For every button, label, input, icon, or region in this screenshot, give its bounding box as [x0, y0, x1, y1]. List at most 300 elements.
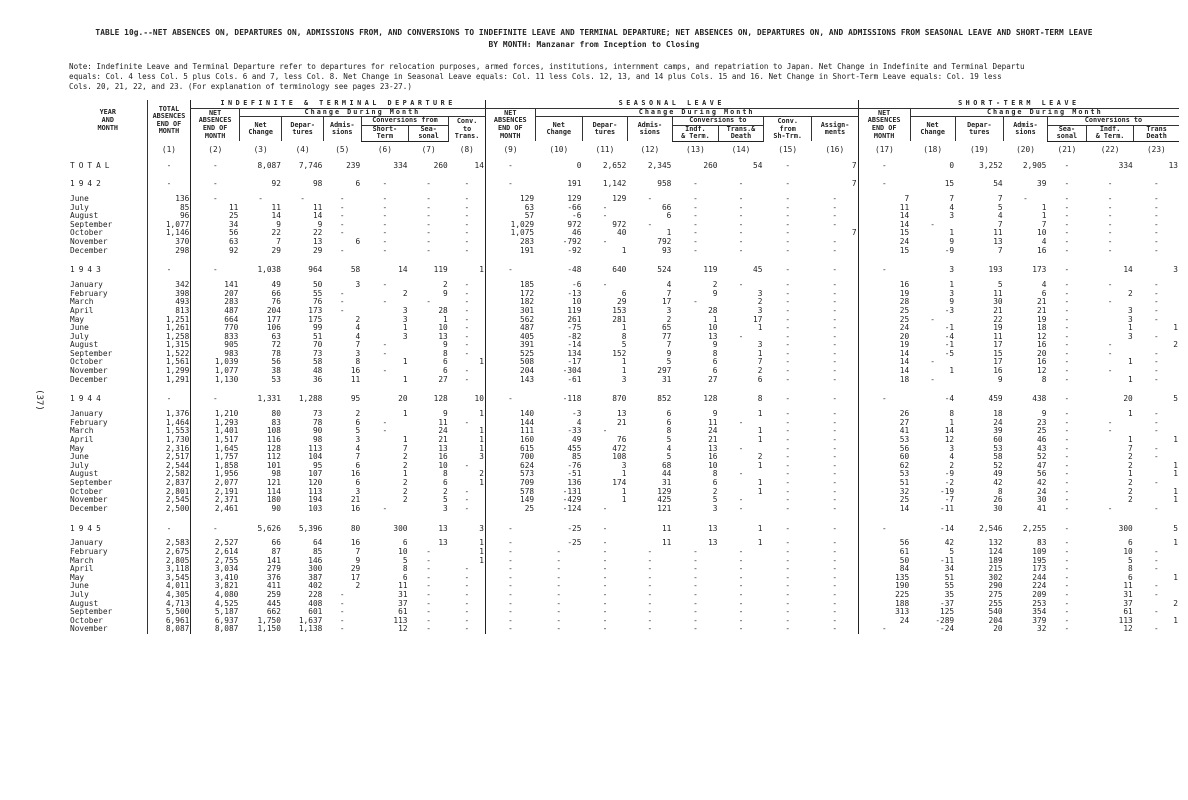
table-cell: 3: [621, 375, 627, 384]
table-cell: 1,291: [147, 376, 191, 390]
table-cell: -: [1107, 341, 1113, 350]
column-number: (2): [191, 141, 240, 158]
table-cell: 125: [940, 608, 955, 617]
table-cell: -: [485, 565, 535, 574]
table-row: [69, 419, 1179, 428]
table-cell: 19: [1037, 315, 1047, 324]
table-cell: -: [464, 332, 470, 341]
table-cell: -: [1154, 418, 1159, 427]
table-cell: 7: [851, 179, 857, 189]
table-cell: 2,805: [147, 557, 191, 566]
table-cell: 6: [402, 539, 408, 548]
table-cell: 792: [657, 237, 672, 246]
table-row: [69, 496, 1179, 505]
table-cell: -: [832, 332, 838, 341]
table-cell: 9: [949, 298, 955, 307]
table-cell: 18: [993, 410, 1003, 419]
table-cell: 1: [621, 358, 627, 367]
table-cell: -: [832, 315, 838, 324]
table-cell: 32: [858, 488, 910, 497]
row-label: TOTAL: [70, 160, 114, 170]
table-cell: 13: [993, 237, 1003, 246]
table-cell: 204: [485, 367, 535, 376]
table-cell: 279: [266, 565, 281, 574]
table-cell: -3: [572, 410, 582, 419]
table-cell: -: [858, 158, 910, 174]
table-cell: -: [1154, 281, 1159, 290]
table-cell: 4: [666, 281, 672, 290]
table-cell: -: [785, 298, 791, 307]
table-cell: 2,316: [147, 445, 191, 454]
table-cell: 8: [666, 427, 672, 436]
table-cell: 6: [443, 367, 448, 376]
table-cell: 1,645: [191, 445, 240, 454]
table-cell: -: [1154, 212, 1159, 221]
table-cell: 253: [1032, 599, 1047, 608]
table-cell: 3: [479, 523, 484, 533]
table-cell: 9: [666, 349, 672, 358]
table-cell: 1: [757, 461, 763, 470]
table-cell: -: [1154, 237, 1159, 246]
table-cell: -: [1154, 229, 1159, 238]
table-cell: -: [1154, 582, 1159, 591]
table-cell: 13: [438, 523, 448, 533]
table-cell: 10: [438, 461, 448, 470]
header-short-admissions: Admis- sions: [1004, 117, 1048, 142]
table-cell: -: [832, 625, 838, 634]
table-cell: 398: [147, 290, 191, 299]
table-cell: -: [191, 158, 240, 174]
table-cell: 1,210: [191, 410, 240, 419]
table-cell: 445: [266, 599, 281, 608]
table-cell: 2: [1173, 341, 1178, 350]
table-cell: -: [426, 237, 431, 246]
table-cell: -13: [567, 289, 582, 298]
table-cell: -: [1064, 394, 1070, 404]
table-cell: 1: [949, 281, 955, 290]
table-cell: -: [785, 573, 791, 582]
table-cell: -: [339, 625, 345, 634]
table-cell: 1: [1173, 461, 1178, 470]
row-label: March: [70, 556, 94, 565]
table-cell: -: [832, 394, 838, 404]
table-cell: -: [426, 194, 431, 203]
table-cell: 15: [944, 179, 955, 189]
table-cell: -24: [940, 625, 955, 634]
table-cell: 4: [1041, 237, 1047, 246]
table-cell: -: [339, 608, 345, 617]
table-cell: -14: [567, 341, 582, 350]
table-cell: 342: [147, 281, 191, 290]
table-cell: -: [1064, 306, 1070, 315]
table-cell: -: [785, 479, 791, 487]
table-cell: 4: [355, 332, 361, 341]
table-cell: 6: [666, 212, 672, 221]
table-cell: 16: [708, 453, 718, 462]
table-cell: 76: [271, 298, 281, 307]
table-cell: -: [738, 179, 744, 189]
table-cell: 2,905: [1022, 160, 1047, 170]
table-cell: -: [1154, 556, 1159, 565]
table-cell: 10: [708, 324, 718, 333]
table-cell: 3: [479, 453, 484, 462]
table-cell: 8: [1128, 565, 1133, 574]
table-cell: 7: [997, 194, 1003, 203]
table-cell: 43: [1037, 444, 1047, 453]
table-cell: 21: [993, 306, 1003, 315]
table-cell: 405: [485, 333, 535, 342]
table-cell: 411: [266, 582, 281, 591]
table-cell: 189: [988, 556, 1003, 565]
table-cell: 177: [266, 315, 281, 324]
table-cell: 11: [398, 582, 408, 591]
table-cell: -: [339, 306, 345, 315]
table-cell: 1,299: [147, 367, 191, 376]
table-cell: 3: [355, 349, 361, 358]
table-cell: -: [785, 599, 791, 608]
row-label: January: [70, 539, 103, 548]
table-title-line-1: TABLE 10g.--NET ABSENCES ON, DEPARTURES ON, ADMISSIONS FROM, AND CONVERSIONS TO INDEFINITE LEAVE AND TERMINAL DEPARTURE; NET ABSENCES ON, DEPARTURES ON, AND ADMISSIONS FROM SEASONAL LEAVE AND SHORT-TERM LEAVE: [95, 28, 1093, 37]
table-cell: 17: [350, 573, 361, 582]
table-cell: 1: [402, 375, 408, 384]
table-cell: -: [832, 436, 838, 445]
table-cell: 1: [1173, 616, 1178, 625]
table-cell: -: [1064, 375, 1070, 384]
table-cell: 9: [1041, 410, 1047, 419]
table-cell: 39: [993, 427, 1003, 436]
table-cell: -: [738, 332, 744, 341]
row-label: September: [70, 479, 113, 487]
table-cell: 2,837: [147, 479, 191, 488]
table-cell: -: [382, 504, 388, 513]
table-cell: 1: [1128, 324, 1133, 333]
table-cell: 4,305: [147, 591, 191, 600]
table-cell: 10: [572, 298, 582, 307]
table-cell: 459: [988, 394, 1003, 404]
table-cell: 173: [1032, 265, 1047, 275]
table-row: [69, 350, 1179, 359]
table-row: [69, 574, 1179, 583]
table-cell: -25: [567, 523, 582, 533]
table-cell: -: [426, 246, 431, 255]
table-cell: 3: [949, 289, 955, 298]
table-cell: 11: [1123, 582, 1133, 591]
table-cell: -: [464, 179, 470, 189]
table-row: [69, 557, 1179, 566]
table-cell: -9: [944, 246, 955, 255]
table-cell: 29: [271, 246, 281, 255]
header-indef-departures: Depar- tures: [282, 117, 323, 142]
table-cell: -: [693, 220, 698, 229]
table-cell: 300: [308, 565, 323, 574]
table-cell: -: [1064, 547, 1070, 556]
column-number: (9): [485, 141, 535, 158]
header-assignments: Assign- ments: [812, 117, 858, 142]
table-cell: 128: [703, 394, 718, 404]
table-cell: -: [832, 237, 838, 246]
table-cell: -48: [567, 265, 582, 275]
table-cell: 6: [712, 367, 718, 376]
table-cell: -82: [567, 332, 582, 341]
table-cell: 90: [271, 504, 281, 513]
table-cell: -: [1064, 504, 1070, 513]
table-cell: 16: [350, 470, 361, 479]
table-cell: 11: [993, 332, 1003, 341]
table-cell: -: [464, 616, 470, 625]
table-cell: 15: [993, 349, 1003, 358]
row-label: October: [70, 487, 103, 496]
table-cell: -: [602, 616, 608, 625]
table-cell: 3: [949, 265, 955, 275]
table-cell: 1: [757, 427, 763, 436]
table-row: [69, 539, 1179, 548]
table-cell: -: [738, 599, 744, 608]
table-cell: 1: [479, 427, 484, 436]
table-cell: -: [1064, 470, 1070, 479]
table-cell: -: [785, 289, 791, 298]
table-cell: 99: [312, 324, 323, 333]
table-cell: -: [785, 523, 791, 533]
table-cell: 2: [712, 487, 718, 496]
table-cell: 1,138: [298, 625, 323, 634]
table-cell: 20: [1037, 349, 1047, 358]
table-cell: 972: [612, 220, 627, 229]
table-row: [69, 281, 1179, 290]
table-cell: 2: [1128, 479, 1133, 487]
table-cell: -: [339, 194, 345, 203]
table-cell: -: [858, 625, 910, 634]
table-cell: 30: [993, 298, 1003, 307]
table-cell: 24: [858, 238, 910, 247]
table-cell: 20: [398, 394, 408, 404]
table-cell: -: [1064, 358, 1070, 367]
table-cell: 116: [266, 436, 281, 445]
table-cell: -: [464, 315, 470, 324]
row-label: August: [70, 470, 99, 479]
table-cell: -: [1154, 625, 1159, 634]
table-cell: 1: [757, 410, 763, 419]
table-cell: 3: [1173, 265, 1178, 275]
table-cell: 106: [266, 324, 281, 333]
table-cell: -: [738, 237, 744, 246]
table-cell: 13: [617, 410, 627, 419]
table-cell: 29: [350, 565, 361, 574]
header-seasonal-from: Sea- sonal: [409, 125, 449, 141]
column-number: (4): [295, 145, 310, 155]
table-cell: 78: [271, 349, 281, 358]
table-cell: -: [832, 556, 838, 565]
column-number: (1): [147, 141, 191, 158]
row-label: April: [70, 565, 94, 574]
table-cell: 21: [1037, 306, 1047, 315]
table-row: [69, 608, 1179, 617]
table-cell: -: [785, 229, 791, 238]
table-cell: -: [1064, 265, 1070, 275]
table-cell: 13: [438, 539, 448, 548]
table-cell: -: [1107, 229, 1113, 238]
row-label: 1945: [70, 523, 105, 533]
table-cell: 17: [993, 341, 1003, 350]
note-line-3: Cols. 20, 21, 22, and 23. (For explanation of terminology see pages 23-27.): [69, 82, 412, 91]
header-indf-term: Indf. & Term.: [672, 125, 718, 141]
table-cell: -: [1154, 479, 1159, 487]
table-row: [69, 290, 1179, 299]
table-cell: -: [738, 444, 744, 453]
table-cell: -: [602, 203, 608, 212]
table-row: [69, 453, 1179, 462]
table-cell: -: [1064, 332, 1070, 341]
table-cell: 244: [1032, 573, 1047, 582]
column-number: (16): [825, 145, 845, 155]
table-cell: 1: [621, 496, 627, 505]
table-cell: -: [485, 600, 535, 609]
table-cell: -: [1064, 220, 1070, 229]
table-cell: -: [832, 504, 838, 513]
table-cell: 2: [355, 315, 361, 324]
table-cell: -118: [562, 394, 582, 404]
table-cell: 5: [443, 496, 448, 505]
table-cell: 379: [1032, 616, 1047, 625]
row-label: November: [70, 625, 108, 634]
table-cell: 58: [312, 358, 323, 367]
table-cell: 7: [1041, 220, 1047, 229]
table-cell: 51: [944, 573, 955, 582]
table-cell: -: [1154, 608, 1159, 617]
table-cell: -: [647, 599, 653, 608]
table-cell: 870: [612, 394, 627, 404]
table-cell: -: [464, 289, 470, 298]
table-cell: 2: [1173, 599, 1178, 608]
table-cell: -: [785, 394, 791, 404]
table-cell: 13: [708, 332, 718, 341]
table-cell: 2: [666, 315, 672, 324]
table-cell: 5: [402, 556, 408, 565]
table-cell: 2: [1128, 496, 1133, 505]
table-cell: 31: [398, 590, 408, 599]
table-cell: 207: [191, 290, 240, 299]
table-cell: 83: [1037, 539, 1047, 548]
table-cell: 35: [944, 590, 955, 599]
table-cell: -: [1154, 444, 1159, 453]
table-cell: 128: [266, 444, 281, 453]
table-cell: 52: [1037, 453, 1047, 462]
table-cell: -792: [562, 237, 582, 246]
table-row: [69, 247, 1179, 261]
table-cell: 9: [355, 556, 361, 565]
row-label: August: [70, 212, 99, 221]
table-cell: 153: [612, 306, 627, 315]
table-cell: 191: [567, 179, 582, 189]
table-cell: 27: [438, 375, 448, 384]
table-cell: -: [1064, 410, 1070, 419]
table-cell: 128: [433, 394, 448, 404]
table-cell: 5: [666, 436, 672, 445]
table-cell: 34: [191, 221, 240, 230]
table-row: [69, 505, 1179, 519]
table-cell: 1,315: [147, 341, 191, 350]
table-cell: 1: [402, 436, 408, 445]
table-cell: -: [1154, 332, 1159, 341]
header-short-term: Short- Term: [361, 125, 408, 141]
table-cell: -: [785, 306, 791, 315]
table-cell: -: [147, 389, 191, 410]
table-cell: -: [1064, 367, 1070, 376]
table-cell: -: [785, 324, 791, 333]
table-cell: -: [785, 375, 791, 384]
table-cell: -: [647, 590, 653, 599]
table-cell: -: [832, 375, 838, 384]
table-cell: 16: [350, 367, 361, 376]
table-cell: 53: [858, 470, 910, 479]
table-cell: 16: [1037, 341, 1047, 350]
table-cell: -61: [567, 375, 582, 384]
row-label: November: [70, 367, 108, 376]
table-cell: 1: [1128, 358, 1133, 367]
column-number: (3): [253, 145, 268, 155]
table-cell: 21: [1037, 298, 1047, 307]
table-cell: -: [464, 418, 470, 427]
table-cell: 76: [617, 436, 627, 445]
table-cell: -: [832, 281, 838, 290]
table-cell: 121: [266, 479, 281, 487]
table-cell: 10: [474, 394, 484, 404]
table-cell: -: [464, 573, 470, 582]
header-group-indefinite: INDEFINITE & TERMINAL DEPARTURE: [191, 100, 486, 108]
table-cell: -: [382, 246, 388, 255]
table-cell: 2,801: [147, 488, 191, 497]
table-cell: 1: [1173, 496, 1178, 505]
table-cell: -6: [572, 281, 582, 290]
table-cell: -14: [940, 523, 955, 533]
table-cell: -: [785, 341, 791, 350]
table-cell: 24: [858, 617, 910, 626]
table-cell: 180: [266, 496, 281, 505]
row-label: February: [70, 289, 108, 298]
table-cell: -: [693, 565, 698, 574]
table-cell: -304: [562, 367, 582, 376]
table-cell: 144: [485, 419, 535, 428]
row-label: August: [70, 599, 99, 608]
table-cell: 68: [661, 461, 672, 470]
table-cell: 14: [858, 212, 910, 221]
table-cell: -: [1064, 616, 1070, 625]
table-cell: -: [693, 237, 698, 246]
table-cell: -: [858, 389, 910, 410]
table-cell: 14: [312, 212, 323, 221]
column-number: (22): [1100, 145, 1120, 155]
table-cell: 1,464: [147, 419, 191, 428]
table-cell: 19: [858, 341, 910, 350]
table-cell: 8: [712, 470, 718, 479]
table-cell: -: [556, 625, 562, 634]
table-cell: 1: [621, 367, 627, 376]
table-cell: 31: [1123, 590, 1133, 599]
table-cell: -1: [944, 324, 955, 333]
table-cell: -: [464, 194, 470, 203]
table-cell: 12: [398, 625, 408, 634]
table-cell: -: [464, 324, 470, 333]
table-cell: 37: [1123, 599, 1133, 608]
table-cell: -: [147, 518, 191, 539]
header-indef-net-absences: NET ABSENCES END OF MONTH: [191, 108, 240, 141]
table-cell: 16: [858, 281, 910, 290]
table-cell: -: [382, 281, 388, 290]
table-cell: 8,087: [191, 625, 240, 634]
table-cell: 14: [474, 160, 484, 170]
table-cell: -4: [944, 394, 955, 404]
table-cell: -: [1064, 453, 1070, 462]
table-cell: 2,371: [191, 496, 240, 505]
